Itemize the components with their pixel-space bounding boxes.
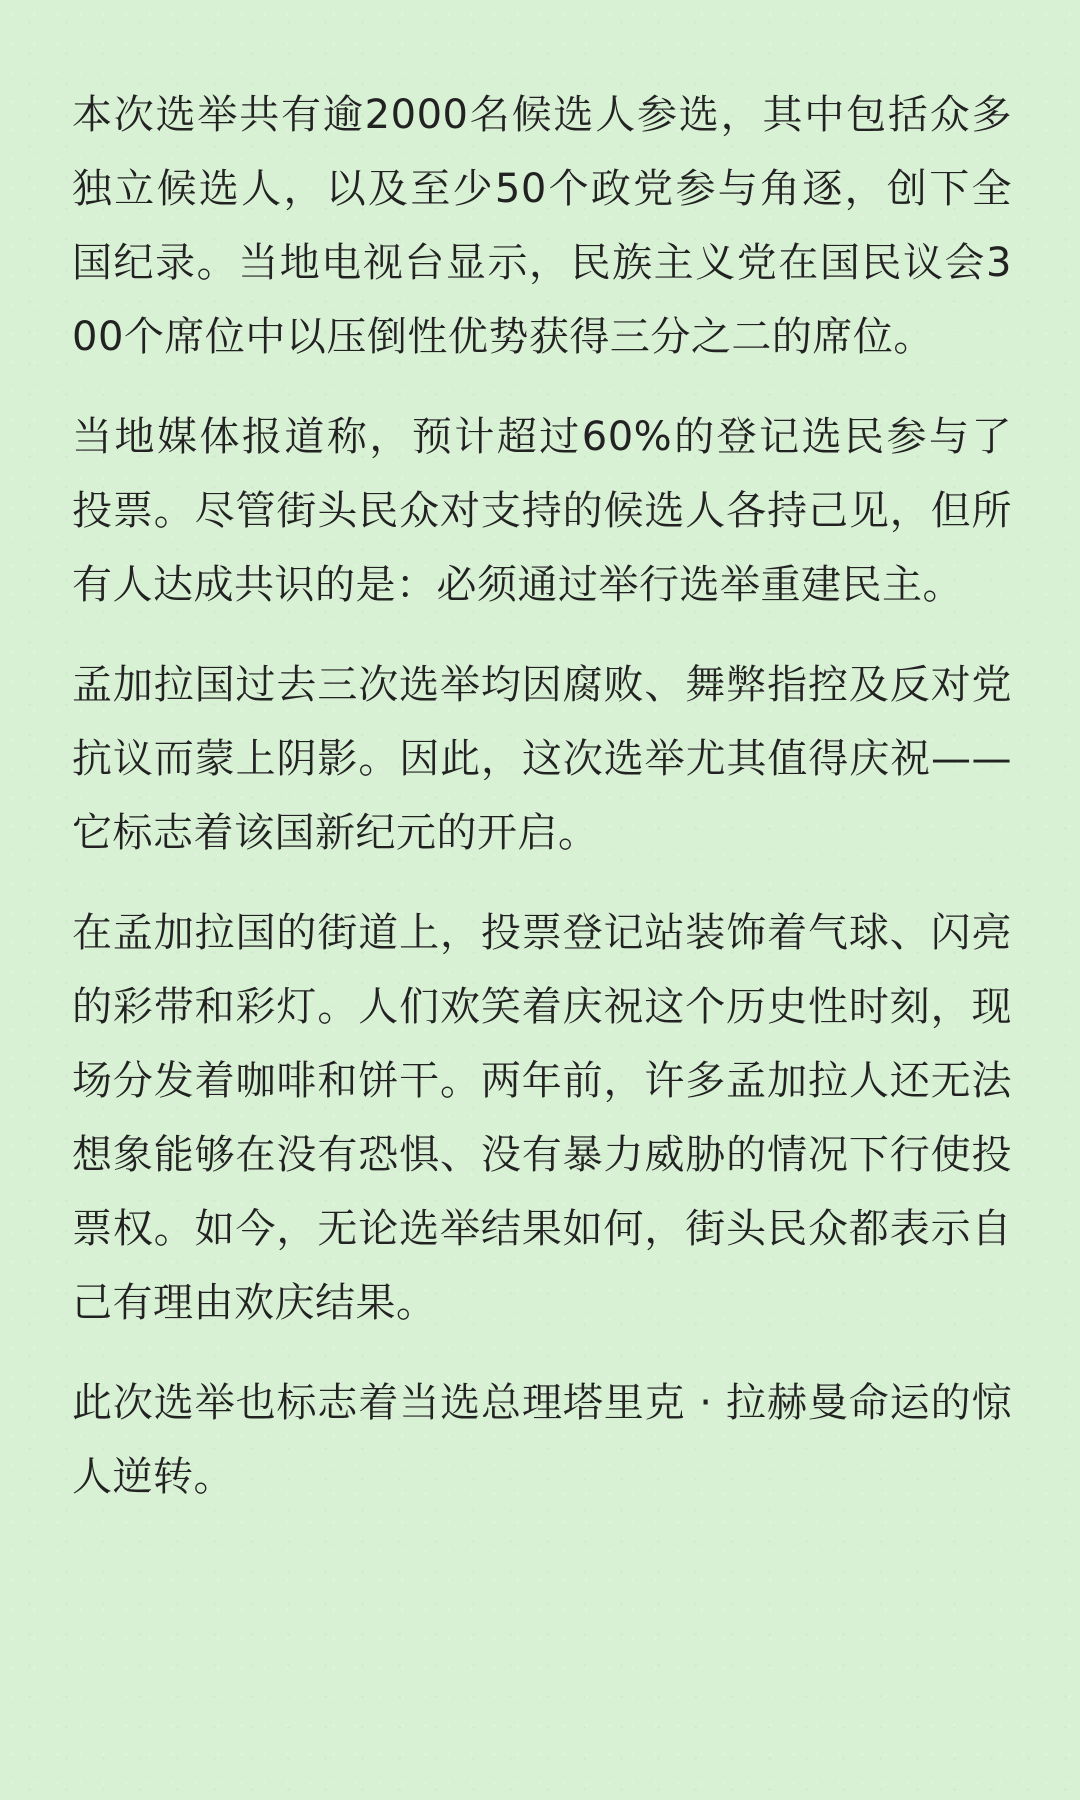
paragraph-4: 在孟加拉国的街道上，投票登记站装饰着气球、闪亮的彩带和彩灯。人们欢笑着庆祝这个历史性时刻，现场分发着咖啡和饼干。两年前，许多孟加拉人还无法想象能够在没有恐惧、没有暴力威胁的情况下行使投票权。如今，无论选举结果如何，街头民众都表示自己有理由欢庆结果。 — [72, 910, 1012, 1326]
article-body — [72, 78, 1012, 1540]
paragraph-2: 当地媒体报道称，预计超过60%的登记选民参与了投票。尽管街头民众对支持的候选人各持己见，但所有人达成共识的是：必须通过举行选举重建民主。 — [72, 414, 1012, 608]
paragraph-5: 此次选举也标志着当选总理塔里克 · 拉赫曼命运的惊人逆转。 — [72, 1380, 1012, 1500]
paragraph-1: 本次选举共有逾2000名候选人参选，其中包括众多独立候选人，以及至少50个政党参与角逐，创下全国纪录。当地电视台显示，民族主义党在国民议会300个席位中以压倒性优势获得三分之二的席位。 — [72, 92, 1012, 360]
paragraph-3: 孟加拉国过去三次选举均因腐败、舞弊指控及反对党抗议而蒙上阴影。因此，这次选举尤其值得庆祝——它标志着该国新纪元的开启。 — [72, 662, 1012, 856]
